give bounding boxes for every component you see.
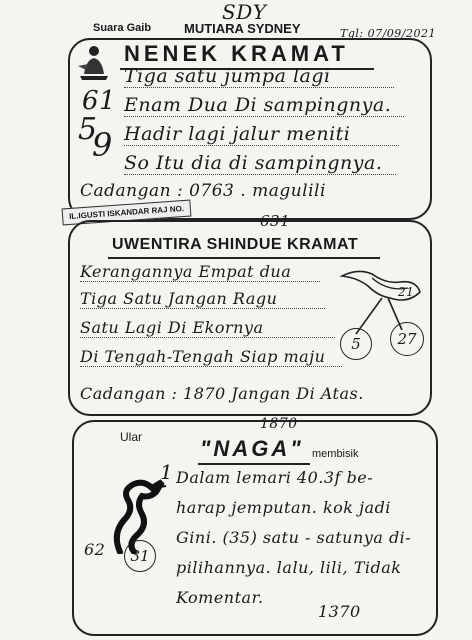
section1-line-3: Hadir lagi jalur meniti xyxy=(124,123,399,146)
header-center-title: MUTIARA SYDNEY xyxy=(184,21,301,36)
section2-title-underline xyxy=(108,257,380,259)
bird-number-2: 21 xyxy=(398,285,415,299)
section1-margin-number-3: 9 xyxy=(92,126,113,164)
section3-line-1: Dalam lemari 40.3f be- xyxy=(176,468,374,487)
section1-line-1: Tiga satu jumpa lagi xyxy=(124,65,394,88)
section2-bottom-numbers: 1870 xyxy=(260,416,298,432)
section3-subtitle: membisik xyxy=(312,448,359,460)
snake-number-circle-2 xyxy=(124,540,156,572)
header-date: Tgl: 07/09/2021 xyxy=(340,27,436,40)
address-stamp: IL.IGUSTI ISKANDAR RAJ NO. xyxy=(62,200,192,226)
section3-title-underline xyxy=(198,463,310,465)
section2-line-2: Tiga Satu Jangan Ragu xyxy=(80,289,325,309)
section1-margin-number-1: 61 xyxy=(82,86,117,116)
ular-label: Ular xyxy=(120,430,143,444)
section1-bottom-numbers: 631 xyxy=(260,212,291,230)
bird-number-circle-3 xyxy=(390,322,424,356)
section3-marker: 1 xyxy=(160,460,174,484)
seated-figure-icon xyxy=(76,44,112,82)
section2-cadangan: Cadangan : 1870 Jangan Di Atas. xyxy=(80,384,364,403)
bird-number-1: 5 xyxy=(351,335,361,353)
bird-number-circle-1 xyxy=(340,328,372,360)
section3-line-4: pilihannya. lalu, lili, Tidak xyxy=(176,558,402,577)
section3-line-2: harap jemputan. kok jadi xyxy=(176,498,391,517)
section2-line-3: Satu Lagi Di Ekornya xyxy=(80,318,335,338)
section1-line-4: So Itu dia di sampingnya. xyxy=(124,152,396,175)
section1-line-2: Enam Dua Di sampingnya. xyxy=(124,94,404,117)
section2-title: UWENTIRA SHINDUE KRAMAT xyxy=(112,236,359,253)
section3-line-5: Komentar. xyxy=(176,588,264,607)
snake-number-1: 62 xyxy=(84,540,106,559)
header-left-label: Suara Gaib xyxy=(93,22,152,34)
section1-title: NENEK KRAMAT xyxy=(124,41,349,66)
snake-number-2: 31 xyxy=(130,547,150,565)
bird-number-3: 27 xyxy=(397,330,417,348)
section2-line-1: Kerangannya Empat dua xyxy=(80,262,320,282)
section3-bottom-numbers: 1370 xyxy=(318,602,361,621)
top-code: SDY xyxy=(222,0,267,24)
section2-line-4: Di Tengah-Tengah Siap maju xyxy=(80,347,342,367)
section1-margin-number-2: 5 xyxy=(78,112,98,147)
section3-line-3: Gini. (35) satu - satunya di- xyxy=(176,528,412,547)
section1-cadangan: Cadangan : 0763 . magulili xyxy=(80,181,326,201)
section3-title: "NAGA" xyxy=(200,436,304,461)
